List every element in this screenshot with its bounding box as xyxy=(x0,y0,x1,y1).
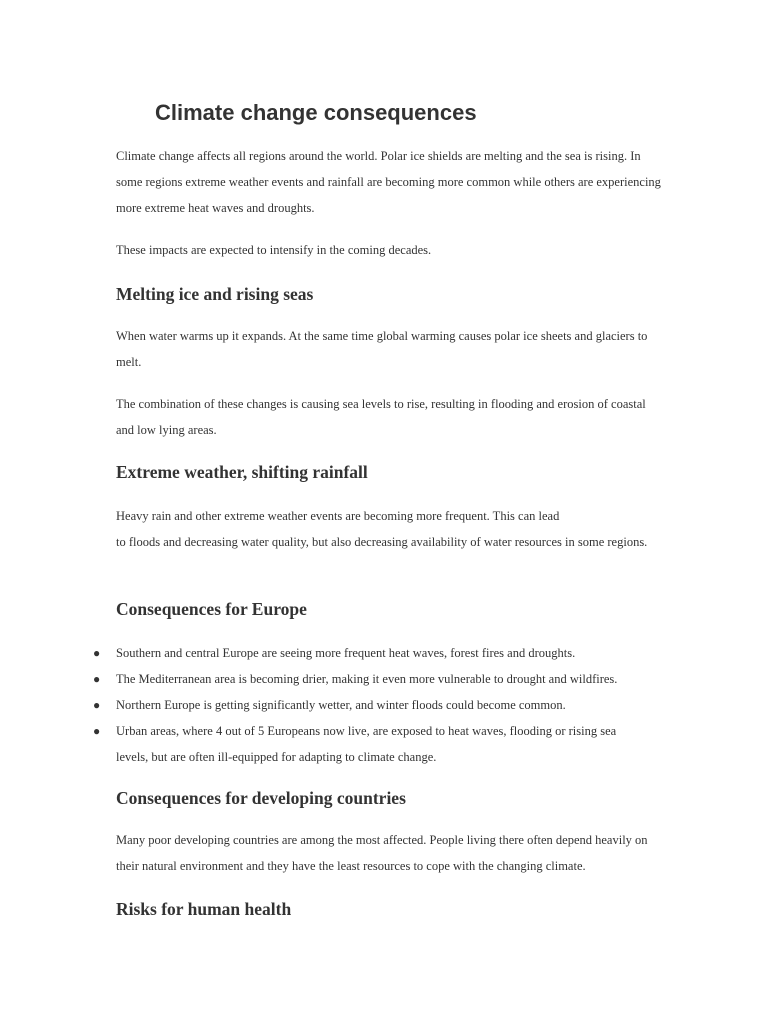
section-melting-ice xyxy=(116,282,661,306)
melting-ice-paragraph-1-text: When water warms up it expands. At the same time global warming causes polar ice sheets and glaciers to melt. xyxy=(116,329,648,369)
intro-paragraph-2-text: These impacts are expected to intensify in the coming decades. xyxy=(116,243,432,257)
section-extreme-weather xyxy=(116,460,661,484)
developing-countries-paragraph xyxy=(116,827,661,879)
list-item-text: The Mediterranean area is becoming drier, making it even more vulnerable to drought and wildfires. xyxy=(116,672,618,686)
section-human-health xyxy=(116,897,661,921)
bullet-icon: ● xyxy=(93,672,101,686)
section-europe xyxy=(116,597,661,621)
list-item xyxy=(0,692,641,718)
list-item-text: Southern and central Europe are seeing more frequent heat waves, forest fires and droughts. xyxy=(116,646,576,660)
section-heading-developing-countries: Consequences for developing countries xyxy=(116,788,406,808)
extreme-weather-paragraph-text xyxy=(116,503,661,555)
section-heading-europe: Consequences for Europe xyxy=(116,599,307,619)
extreme-weather-line-rest: to floods and decreasing water quality, but also decreasing availability of water resources in some regions. xyxy=(116,535,648,549)
melting-ice-paragraph-2 xyxy=(116,391,661,443)
bullet-icon: ● xyxy=(93,724,101,738)
bullet-icon: ● xyxy=(93,698,101,712)
melting-ice-paragraph-2-text: The combination of these changes is causing sea levels to rise, resulting in flooding and erosion of coastal and low lying areas. xyxy=(116,397,646,437)
melting-ice-paragraph-1 xyxy=(116,323,661,375)
section-heading-extreme-weather: Extreme weather, shifting rainfall xyxy=(116,462,368,482)
section-heading-human-health: Risks for human health xyxy=(116,899,292,919)
page-title: Climate change consequences xyxy=(155,100,477,125)
intro-paragraph-1 xyxy=(116,143,661,221)
developing-countries-paragraph-text: Many poor developing countries are among the most affected. People living there often depend heavily on their natural environment and they have the least resources to cope with the changing climate. xyxy=(116,833,648,873)
intro-paragraph-2 xyxy=(116,237,661,263)
list-item-text: Urban areas, where 4 out of 5 Europeans now live, are exposed to heat waves, flooding or rising sea levels, but are often ill-equipped for adapting to climate change. xyxy=(116,724,617,764)
bullet-icon: ● xyxy=(93,646,101,660)
extreme-weather-line-1: Heavy rain and other extreme weather events are becoming more frequent. This can lead xyxy=(116,509,560,523)
list-item xyxy=(0,640,641,666)
list-item xyxy=(0,718,641,770)
intro-paragraph-1-text: Climate change affects all regions around the world. Polar ice shields are melting and the sea is rising. In some regions extreme weather events and rainfall are becoming more common while others are experiencing more extreme heat waves and droughts. xyxy=(116,149,661,215)
list-item xyxy=(0,666,641,692)
europe-bullet-list xyxy=(0,640,700,770)
extreme-weather-paragraph xyxy=(116,503,661,555)
list-item-text: Northern Europe is getting significantly wetter, and winter floods could become common. xyxy=(116,698,566,712)
section-heading-melting-ice: Melting ice and rising seas xyxy=(116,284,314,304)
section-developing-countries xyxy=(116,786,661,810)
